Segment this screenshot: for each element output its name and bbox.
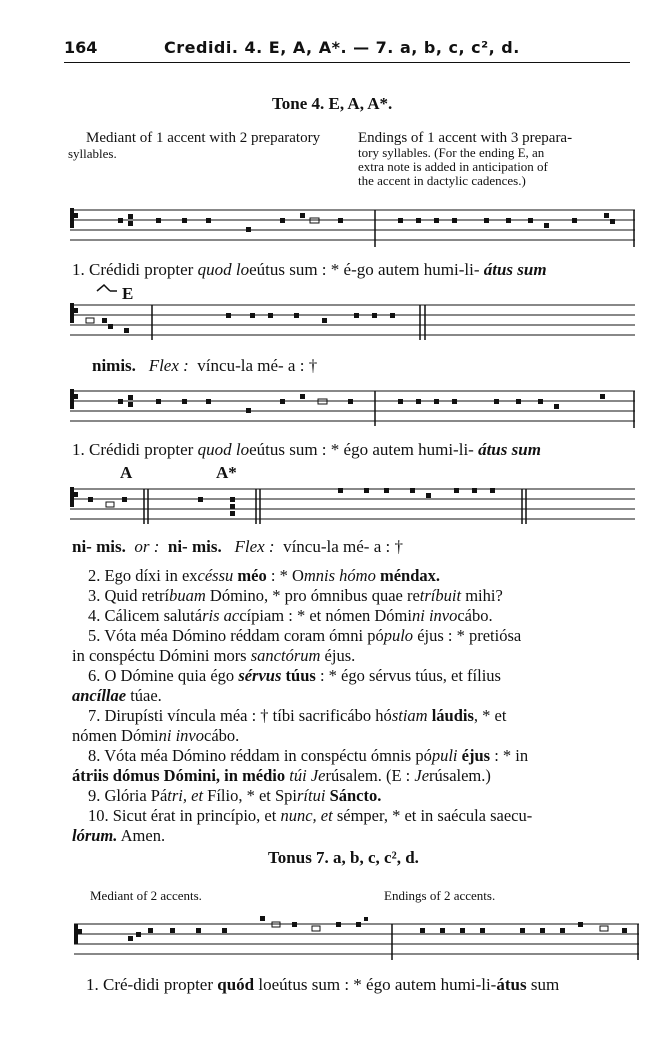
example-2-line-2 (72, 537, 403, 557)
text-run: sérvus (238, 666, 282, 685)
text-run: Je (414, 766, 430, 785)
text-run: éjus. (320, 646, 356, 665)
text-run: méo (233, 566, 267, 585)
text-run: tri, et (167, 786, 204, 805)
text-run: eútus sum : * é-go autem humi-li- (249, 260, 484, 279)
accent-mark (96, 283, 118, 293)
text-run: 10. Sicut érat in princípio, et (88, 806, 281, 825)
text-run: 1. Crédidi propter (72, 440, 198, 459)
text-run: 9. Glória Pá (88, 786, 168, 805)
text-run: túae. (126, 686, 162, 705)
text-run: nunc, et (280, 806, 333, 825)
ending-label-a-star: A* (216, 463, 237, 482)
text-run: puli (431, 746, 458, 765)
text-run: eútus sum : * égo autem humi-li- (249, 440, 479, 459)
tone4-mediant-note (68, 130, 321, 162)
text-run: ris ac (202, 606, 240, 625)
verse-8-cont (72, 766, 642, 786)
mediant-note-line: Mediant of 1 accent with 2 preparatory (86, 130, 321, 146)
text-run: sum (526, 975, 560, 994)
text-run: átus sum (478, 440, 541, 459)
text-run: lórum. (72, 826, 118, 845)
chant-staff-3 (70, 386, 635, 428)
text-run: céssu (197, 566, 234, 585)
text-run: túus (281, 666, 316, 685)
text-run: cípiam : * et nómen Dómi (239, 606, 412, 625)
example-1-line-2 (92, 356, 317, 376)
text-run: ancíllae (72, 686, 127, 705)
text-run: víncu-la mé- a : † (197, 356, 318, 375)
text-run: sanctórum (250, 646, 321, 665)
text-run: éjus (457, 746, 491, 765)
verse-9 (72, 786, 642, 806)
text-run: , * et (473, 706, 507, 725)
tone7-title: Tonus 7. a, b, c, c², d. (268, 848, 419, 867)
text-run: átus (496, 975, 527, 994)
text-run: 4. Cálicem salutá (88, 606, 203, 625)
page-header (64, 38, 630, 63)
endings-note-line: Endings of 1 accent with 3 prepara- (358, 130, 573, 146)
chant-staff-1 (70, 205, 635, 247)
verse-10 (72, 806, 642, 826)
text-run: Amen. (117, 826, 166, 845)
flex-label: Flex : (148, 356, 189, 375)
ending-label-e: E (122, 284, 134, 303)
verse-2 (72, 566, 642, 586)
text-run: túi Je (289, 766, 326, 785)
text-run: 2. Ego díxi in ex (88, 566, 198, 585)
tone7-mediant-note: Mediant of 2 accents. (90, 888, 202, 903)
text-run: ni- mis. (167, 537, 222, 556)
text-run: éjus : * pretiósa (413, 626, 522, 645)
text-run: : * in (490, 746, 529, 765)
chant-staff-5 (74, 912, 639, 964)
text-run: pulo (383, 626, 414, 645)
text-run: Sáncto. (325, 786, 382, 805)
verse-8 (72, 746, 642, 766)
verse-10-cont (72, 826, 642, 846)
tone7-example-text (86, 975, 559, 995)
text-run: cábo. (204, 726, 240, 745)
text-run: 5. Vóta méa Dómino réddam coram ómni pó (88, 626, 384, 645)
text-run: sémper, * et in saécula saecu- (332, 806, 533, 825)
text-run: mihi? (461, 586, 503, 605)
endings-note-line: tory syllables. (For the ending E, an (358, 145, 545, 160)
or-label: or : (134, 537, 160, 556)
text-run: ni invo (158, 726, 204, 745)
text-run: : * égo sérvus túus, et fílius (315, 666, 501, 685)
text-run: loeútus sum : * égo autem humi-li- (254, 975, 497, 994)
text-run: quod (197, 260, 236, 279)
verse-6 (72, 666, 642, 686)
text-run: stiam (391, 706, 428, 725)
text-run: lo (235, 440, 250, 459)
text-run: in conspéctu Dómini mors (72, 646, 251, 665)
tone4-endings-note (358, 130, 572, 188)
verse-5 (72, 626, 642, 646)
text-run: 1. Cré-didi propter (86, 975, 218, 994)
text-run: buam (169, 586, 206, 605)
text-run: láudis (427, 706, 474, 725)
text-run: átus sum (483, 260, 547, 279)
text-run: quód (217, 975, 255, 994)
text-run: Fílio, * et Spi (203, 786, 298, 805)
text-run: nimis. (92, 356, 136, 375)
verse-6-cont (72, 686, 642, 706)
ending-label-a: A (120, 463, 133, 482)
verses-block (72, 566, 642, 846)
verse-3 (72, 586, 642, 606)
text-run: ni- mis. (72, 537, 126, 556)
chant-staff-2 (70, 300, 635, 342)
text-run: rítui (297, 786, 326, 805)
verse-4 (72, 606, 642, 626)
tone7-endings-note: Endings of 2 accents. (384, 888, 496, 903)
endings-note-line: extra note is added in anticipation of (358, 159, 548, 174)
text-run: 8. Vóta méa Dómino réddam in conspéctu ómnis pó (88, 746, 432, 765)
verse-7-cont (72, 726, 642, 746)
running-title: Credidi. 4. E, A, A*. — 7. a, b, c, c², d. (164, 38, 520, 57)
text-run: Dómino, * pro ómnibus quae re (205, 586, 420, 605)
mediant-note-line: syllables. (68, 146, 117, 161)
text-run: átriis dómus Dómini, in médio (72, 766, 290, 785)
text-run: quod (197, 440, 236, 459)
text-run: méndax. (375, 566, 440, 585)
text-run: lo (235, 260, 250, 279)
text-run: 3. Quid retrí (88, 586, 170, 605)
text-run: 7. Dirupísti víncula méa : † tíbi sacrificábo hó (88, 706, 392, 725)
text-run: cábo. (457, 606, 493, 625)
example-2-text (72, 440, 541, 460)
endings-note-line: the accent in dactylic cadences.) (358, 173, 526, 188)
text-run: : * O (266, 566, 304, 585)
text-run: rúsalem. (E : (325, 766, 415, 785)
text-run: 1. Crédidi propter (72, 260, 198, 279)
text-run: ni invo (411, 606, 458, 625)
text-run: 6. O Dómine quia égo (88, 666, 239, 685)
page-number: 164 (64, 38, 98, 57)
example-1-text (72, 260, 547, 280)
tone4-title: Tone 4. E, A, A*. (272, 94, 393, 113)
flex-label: Flex : (234, 537, 275, 556)
text-run: tríbuit (419, 586, 462, 605)
verse-7 (72, 706, 642, 726)
chant-staff-4 (70, 484, 635, 526)
text-run: mnis hómo (303, 566, 376, 585)
verse-5-cont (72, 646, 642, 666)
text-run: víncu-la mé- a : † (283, 537, 403, 556)
text-run: nómen Dómi (72, 726, 159, 745)
text-run: rúsalem.) (429, 766, 491, 785)
